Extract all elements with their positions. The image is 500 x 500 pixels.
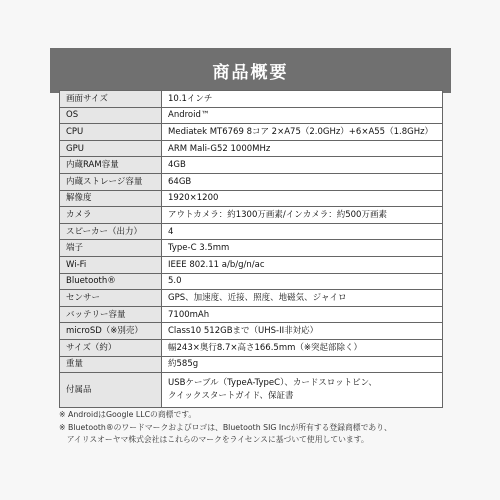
table-row — [60, 107, 443, 124]
spec-label: カメラ — [60, 207, 162, 224]
spec-value: 7100mAh — [162, 306, 443, 323]
spec-label: 付属品 — [60, 373, 162, 408]
spec-value: アウトカメラ：約1300万画素/インカメラ：約500万画素 — [162, 207, 443, 224]
table-row — [60, 124, 443, 141]
table-row — [60, 240, 443, 257]
section-header — [50, 48, 451, 93]
footnotes — [59, 409, 459, 447]
spec-label: 解像度 — [60, 190, 162, 207]
spec-value: Mediatek MT6769 8コア 2×A75（2.0GHz）+6×A55（1.8GHz） — [162, 124, 443, 141]
table-row — [60, 306, 443, 323]
table-row — [60, 290, 443, 307]
spec-value: GPS、加速度、近接、照度、地磁気、ジャイロ — [162, 290, 443, 307]
spec-value: Class10 512GBまで（UHS-II非対応） — [162, 323, 443, 340]
table-row — [60, 173, 443, 190]
spec-label: microSD（※別売） — [60, 323, 162, 340]
spec-value: 4 — [162, 223, 443, 240]
spec-value: 4GB — [162, 157, 443, 174]
spec-label: 内蔵RAM容量 — [60, 157, 162, 174]
table-row — [60, 91, 443, 108]
spec-value-accessories — [162, 373, 443, 408]
footnote: アイリスオーヤマ株式会社はこれらのマークをライセンスに基づいて使用しています。 — [59, 435, 369, 444]
spec-label: サイズ（約） — [60, 339, 162, 356]
spec-label: バッテリー容量 — [60, 306, 162, 323]
accessories-line-2: クイックスタートガイド、保証書 — [168, 391, 294, 402]
table-row — [60, 256, 443, 273]
spec-table — [59, 90, 443, 408]
spec-value: Type-C 3.5mm — [162, 240, 443, 257]
spec-label: CPU — [60, 124, 162, 141]
spec-label: 端子 — [60, 240, 162, 257]
spec-label: Bluetooth® — [60, 273, 162, 290]
spec-value: IEEE 802.11 a/b/g/n/ac — [162, 256, 443, 273]
table-row — [60, 140, 443, 157]
spec-label: OS — [60, 107, 162, 124]
spec-value: ARM Mali-G52 1000MHz — [162, 140, 443, 157]
footnote: ※ Bluetooth®のワードマークおよびロゴは、Bluetooth SIG Incが所有する登録商標であり、 — [59, 422, 392, 432]
table-row — [60, 223, 443, 240]
table-row — [60, 190, 443, 207]
section-title: 商品概要 — [212, 63, 289, 83]
spec-value: 64GB — [162, 173, 443, 190]
spec-value: Android™ — [162, 107, 443, 124]
spec-label: 画面サイズ — [60, 91, 162, 108]
spec-value: 1920×1200 — [162, 190, 443, 207]
footnote: ※ AndroidはGoogle LLCの商標です。 — [59, 410, 197, 419]
spec-label: Wi-Fi — [60, 256, 162, 273]
table-row — [60, 356, 443, 373]
table-row — [60, 339, 443, 356]
spec-label: GPU — [60, 140, 162, 157]
accessories-line-1: USBケーブル（TypeA-TypeC）、カードスロットピン、 — [168, 378, 377, 389]
spec-label: 重量 — [60, 356, 162, 373]
table-row — [60, 207, 443, 224]
table-row — [60, 157, 443, 174]
spec-label: スピーカー（出力） — [60, 223, 162, 240]
spec-value: 幅243×奥行8.7×高さ166.5mm（※突起部除く） — [162, 339, 443, 356]
spec-value: 5.0 — [162, 273, 443, 290]
table-row-accessories — [60, 373, 443, 408]
table-row — [60, 323, 443, 340]
spec-label: 内蔵ストレージ容量 — [60, 173, 162, 190]
spec-label: センサー — [60, 290, 162, 307]
spec-value: 約585g — [162, 356, 443, 373]
table-row — [60, 273, 443, 290]
spec-value: 10.1インチ — [162, 91, 443, 108]
